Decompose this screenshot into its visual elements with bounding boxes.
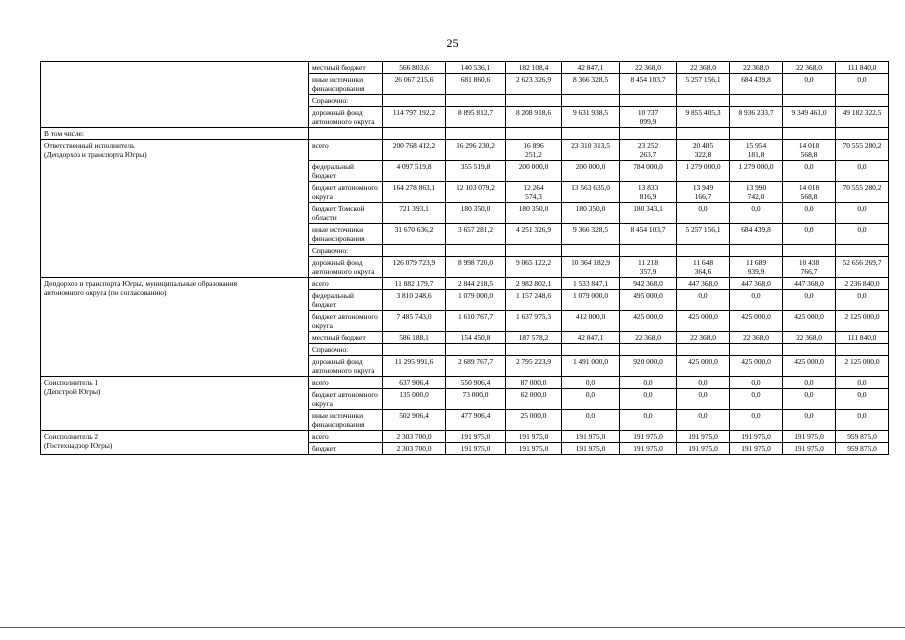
value-cell: 135 000,0 xyxy=(383,389,446,410)
value-cell: 920 000,0 xyxy=(620,356,677,377)
value-cell: 200 768 412,2 xyxy=(383,140,446,161)
value-cell xyxy=(620,95,677,107)
row-group-title: Депдорхоз и транспорта Югры, муниципальные образования автономного округа (по согласованию) xyxy=(41,278,309,377)
value-cell: 1 279 000,0 xyxy=(677,161,730,182)
value-cell xyxy=(783,128,836,140)
value-cell: 721 393,1 xyxy=(383,203,446,224)
value-cell: 8 366 328,5 xyxy=(562,74,620,95)
value-cell xyxy=(506,95,562,107)
value-cell: 502 906,4 xyxy=(383,410,446,431)
funding-source-label: бюджет автономного округа xyxy=(309,389,383,410)
funding-source-label: местный бюджет xyxy=(309,62,383,74)
value-cell: 2 125 000,0 xyxy=(836,311,889,332)
value-cell: 11 648 364,6 xyxy=(677,257,730,278)
value-cell: 0,0 xyxy=(620,389,677,410)
value-cell: 0,0 xyxy=(836,290,889,311)
value-cell xyxy=(783,245,836,257)
row-group-title: Ответственный исполнитель (Депдорхоз и транспорта Югры) xyxy=(41,140,309,278)
row-group-title: Соисполнитель 2 (Гостехнадзор Югры) xyxy=(41,431,309,455)
value-cell xyxy=(506,344,562,356)
value-cell: 22 368,0 xyxy=(677,62,730,74)
value-cell xyxy=(620,344,677,356)
value-cell: 11 882 179,7 xyxy=(383,278,446,290)
value-cell: 0,0 xyxy=(783,377,836,389)
value-cell: 191 975,0 xyxy=(730,443,783,455)
value-cell: 191 975,0 xyxy=(506,443,562,455)
value-cell: 31 670 636,2 xyxy=(383,224,446,245)
value-cell: 0,0 xyxy=(836,224,889,245)
value-cell: 9 631 938,5 xyxy=(562,107,620,128)
funding-source-label xyxy=(309,128,383,140)
value-cell: 0,0 xyxy=(730,410,783,431)
funding-source-label: бюджет xyxy=(309,443,383,455)
value-cell: 164 278 863,1 xyxy=(383,182,446,203)
value-cell: 22 368,0 xyxy=(620,332,677,344)
value-cell: 49 182 322,5 xyxy=(836,107,889,128)
value-cell: 425 000,0 xyxy=(783,311,836,332)
funding-source-label: иные источники финансирования xyxy=(309,74,383,95)
value-cell: 8 454 103,7 xyxy=(620,74,677,95)
value-cell: 586 188,1 xyxy=(383,332,446,344)
value-cell: 10 438 766,7 xyxy=(783,257,836,278)
value-cell: 25 000,0 xyxy=(506,410,562,431)
value-cell: 73 000,0 xyxy=(446,389,506,410)
table-row xyxy=(41,128,889,140)
value-cell xyxy=(446,344,506,356)
value-cell: 70 555 280,2 xyxy=(836,182,889,203)
value-cell: 11 295 991,6 xyxy=(383,356,446,377)
value-cell xyxy=(730,128,783,140)
value-cell xyxy=(677,95,730,107)
funding-source-label: дорожный фонд автономного округа xyxy=(309,356,383,377)
value-cell: 425 000,0 xyxy=(783,356,836,377)
value-cell: 22 368,0 xyxy=(677,332,730,344)
row-group-title xyxy=(41,62,309,128)
value-cell: 2 795 223,9 xyxy=(506,356,562,377)
value-cell xyxy=(677,344,730,356)
value-cell: 550 906,4 xyxy=(446,377,506,389)
value-cell: 0,0 xyxy=(677,410,730,431)
value-cell: 0,0 xyxy=(783,74,836,95)
table-row xyxy=(41,377,889,389)
page-number: 25 xyxy=(446,36,459,50)
value-cell: 425 000,0 xyxy=(620,311,677,332)
value-cell: 87 000,0 xyxy=(506,377,562,389)
value-cell: 14 018 568,8 xyxy=(783,140,836,161)
value-cell: 5 257 156,1 xyxy=(677,74,730,95)
value-cell: 2 303 700,0 xyxy=(383,431,446,443)
value-cell: 0,0 xyxy=(783,290,836,311)
value-cell: 684 439,8 xyxy=(730,224,783,245)
value-cell xyxy=(783,95,836,107)
value-cell: 0,0 xyxy=(836,161,889,182)
value-cell: 0,0 xyxy=(836,377,889,389)
value-cell xyxy=(562,128,620,140)
value-cell xyxy=(836,344,889,356)
value-cell: 0,0 xyxy=(677,203,730,224)
value-cell: 425 000,0 xyxy=(730,311,783,332)
value-cell: 140 536,1 xyxy=(446,62,506,74)
value-cell: 447 368,0 xyxy=(677,278,730,290)
value-cell: 0,0 xyxy=(836,74,889,95)
value-cell: 22 368,0 xyxy=(730,332,783,344)
value-cell: 0,0 xyxy=(730,290,783,311)
value-cell: 495 000,0 xyxy=(620,290,677,311)
value-cell: 10 364 182,9 xyxy=(562,257,620,278)
value-cell: 62 000,0 xyxy=(506,389,562,410)
row-group-title: Соисполнитель 1 (Депстрой Югры) xyxy=(41,377,309,431)
value-cell xyxy=(383,128,446,140)
value-cell: 13 833 816,9 xyxy=(620,182,677,203)
value-cell: 0,0 xyxy=(730,377,783,389)
value-cell: 111 840,0 xyxy=(836,62,889,74)
value-cell: 180 350,0 xyxy=(446,203,506,224)
value-cell xyxy=(677,128,730,140)
value-cell: 0,0 xyxy=(783,410,836,431)
value-cell: 0,0 xyxy=(620,377,677,389)
value-cell: 2 982 802,1 xyxy=(506,278,562,290)
value-cell: 1 637 975,3 xyxy=(506,311,562,332)
value-cell: 0,0 xyxy=(677,389,730,410)
funding-source-label: всего xyxy=(309,140,383,161)
value-cell: 1 533 847,1 xyxy=(562,278,620,290)
value-cell: 2 623 326,9 xyxy=(506,74,562,95)
value-cell: 14 018 568,8 xyxy=(783,182,836,203)
value-cell xyxy=(506,128,562,140)
value-cell: 8 936 233,7 xyxy=(730,107,783,128)
value-cell: 8 895 812,7 xyxy=(446,107,506,128)
value-cell: 412 000,0 xyxy=(562,311,620,332)
value-cell: 4 097 519,8 xyxy=(383,161,446,182)
value-cell: 0,0 xyxy=(677,377,730,389)
value-cell: 42 847,1 xyxy=(562,62,620,74)
value-cell: 15 954 181,8 xyxy=(730,140,783,161)
value-cell: 180 343,1 xyxy=(620,203,677,224)
funding-source-label: Справочно: xyxy=(309,344,383,356)
value-cell xyxy=(783,344,836,356)
value-cell: 0,0 xyxy=(836,389,889,410)
funding-source-label: Справочно: xyxy=(309,95,383,107)
value-cell: 0,0 xyxy=(783,203,836,224)
funding-source-label: дорожный фонд автономного округа xyxy=(309,257,383,278)
value-cell xyxy=(730,344,783,356)
value-cell: 8 454 103,7 xyxy=(620,224,677,245)
table-row xyxy=(41,62,889,74)
funding-source-label: федеральный бюджет xyxy=(309,290,383,311)
value-cell: 191 975,0 xyxy=(562,443,620,455)
value-cell: 191 975,0 xyxy=(730,431,783,443)
value-cell: 447 368,0 xyxy=(730,278,783,290)
value-cell: 191 975,0 xyxy=(446,431,506,443)
value-cell: 0,0 xyxy=(783,161,836,182)
value-cell xyxy=(620,245,677,257)
value-cell: 566 803,6 xyxy=(383,62,446,74)
value-cell: 7 485 743,0 xyxy=(383,311,446,332)
value-cell: 13 949 166,7 xyxy=(677,182,730,203)
value-cell xyxy=(383,95,446,107)
value-cell: 2 303 700,0 xyxy=(383,443,446,455)
value-cell: 681 860,6 xyxy=(446,74,506,95)
value-cell: 11 689 939,9 xyxy=(730,257,783,278)
funding-source-label: всего xyxy=(309,278,383,290)
funding-source-label: иные источники финансирования xyxy=(309,224,383,245)
value-cell: 3 657 281,2 xyxy=(446,224,506,245)
value-cell: 4 251 326,9 xyxy=(506,224,562,245)
funding-source-label: федеральный бюджет xyxy=(309,161,383,182)
value-cell: 182 108,4 xyxy=(506,62,562,74)
value-cell xyxy=(383,245,446,257)
value-cell xyxy=(562,245,620,257)
value-cell: 22 368,0 xyxy=(730,62,783,74)
value-cell: 0,0 xyxy=(783,389,836,410)
value-cell xyxy=(446,245,506,257)
value-cell: 191 975,0 xyxy=(677,443,730,455)
value-cell: 8 208 918,6 xyxy=(506,107,562,128)
value-cell: 10 737 099,9 xyxy=(620,107,677,128)
financing-table xyxy=(40,61,889,455)
value-cell xyxy=(446,128,506,140)
value-cell: 2 844 218,5 xyxy=(446,278,506,290)
value-cell: 684 439,8 xyxy=(730,74,783,95)
value-cell: 5 257 156,1 xyxy=(677,224,730,245)
funding-source-label: бюджет автономного округа xyxy=(309,182,383,203)
table-row xyxy=(41,431,889,443)
funding-source-label: всего xyxy=(309,377,383,389)
value-cell xyxy=(677,245,730,257)
table-row xyxy=(41,140,889,161)
value-cell: 1 610 767,7 xyxy=(446,311,506,332)
value-cell: 52 656 269,7 xyxy=(836,257,889,278)
value-cell: 13 563 635,0 xyxy=(562,182,620,203)
value-cell: 191 975,0 xyxy=(620,443,677,455)
value-cell: 191 975,0 xyxy=(620,431,677,443)
value-cell: 1 079 000,0 xyxy=(562,290,620,311)
value-cell: 12 264 574,3 xyxy=(506,182,562,203)
value-cell: 191 975,0 xyxy=(506,431,562,443)
value-cell: 2 236 840,0 xyxy=(836,278,889,290)
value-cell: 0,0 xyxy=(677,290,730,311)
value-cell: 180 350,0 xyxy=(562,203,620,224)
value-cell: 0,0 xyxy=(562,410,620,431)
value-cell: 70 555 280,2 xyxy=(836,140,889,161)
value-cell xyxy=(446,95,506,107)
page-bottom-line xyxy=(0,627,905,628)
value-cell xyxy=(562,344,620,356)
value-cell: 26 067 215,6 xyxy=(383,74,446,95)
value-cell: 784 000,0 xyxy=(620,161,677,182)
value-cell: 191 975,0 xyxy=(783,443,836,455)
value-cell: 1 491 000,0 xyxy=(562,356,620,377)
value-cell: 9 855 405,3 xyxy=(677,107,730,128)
value-cell: 200 000,0 xyxy=(506,161,562,182)
value-cell: 42 847,1 xyxy=(562,332,620,344)
value-cell: 22 368,0 xyxy=(783,332,836,344)
value-cell: 477 906,4 xyxy=(446,410,506,431)
table-row xyxy=(41,278,889,290)
value-cell: 1 279 000,0 xyxy=(730,161,783,182)
value-cell: 0,0 xyxy=(562,389,620,410)
funding-source-label: бюджет Томской области xyxy=(309,203,383,224)
value-cell: 8 998 720,0 xyxy=(446,257,506,278)
value-cell: 191 975,0 xyxy=(783,431,836,443)
value-cell: 191 975,0 xyxy=(562,431,620,443)
value-cell: 447 368,0 xyxy=(783,278,836,290)
value-cell: 11 218 357,9 xyxy=(620,257,677,278)
value-cell: 23 310 313,5 xyxy=(562,140,620,161)
value-cell: 22 368,0 xyxy=(783,62,836,74)
value-cell: 959 875,0 xyxy=(836,431,889,443)
value-cell: 959 875,0 xyxy=(836,443,889,455)
value-cell: 0,0 xyxy=(730,389,783,410)
row-group-title: В том числе: xyxy=(41,128,309,140)
value-cell: 942 368,0 xyxy=(620,278,677,290)
value-cell: 9 065 122,2 xyxy=(506,257,562,278)
value-cell: 0,0 xyxy=(783,224,836,245)
value-cell: 180 350,0 xyxy=(506,203,562,224)
value-cell: 425 000,0 xyxy=(730,356,783,377)
value-cell: 425 000,0 xyxy=(677,311,730,332)
value-cell: 425 000,0 xyxy=(677,356,730,377)
value-cell xyxy=(506,245,562,257)
value-cell xyxy=(730,95,783,107)
value-cell: 0,0 xyxy=(836,203,889,224)
value-cell: 16 296 230,2 xyxy=(446,140,506,161)
value-cell: 20 485 322,8 xyxy=(677,140,730,161)
funding-source-label: бюджет автономного округа xyxy=(309,311,383,332)
value-cell: 13 990 742,0 xyxy=(730,182,783,203)
funding-source-label: дорожный фонд автономного округа xyxy=(309,107,383,128)
value-cell xyxy=(836,245,889,257)
value-cell: 3 810 248,6 xyxy=(383,290,446,311)
value-cell: 0,0 xyxy=(620,410,677,431)
funding-source-label: Справочно: xyxy=(309,245,383,257)
value-cell: 1 157 248,6 xyxy=(506,290,562,311)
value-cell: 126 079 723,9 xyxy=(383,257,446,278)
value-cell: 0,0 xyxy=(562,377,620,389)
funding-source-label: иные источники финансирования xyxy=(309,410,383,431)
value-cell: 9 366 328,5 xyxy=(562,224,620,245)
funding-source-label: всего xyxy=(309,431,383,443)
value-cell xyxy=(562,95,620,107)
value-cell xyxy=(620,128,677,140)
value-cell: 1 079 000,0 xyxy=(446,290,506,311)
value-cell: 0,0 xyxy=(730,203,783,224)
value-cell: 200 000,0 xyxy=(562,161,620,182)
value-cell: 111 840,0 xyxy=(836,332,889,344)
value-cell: 23 252 263,7 xyxy=(620,140,677,161)
value-cell: 22 368,0 xyxy=(620,62,677,74)
value-cell: 16 896 251,2 xyxy=(506,140,562,161)
value-cell xyxy=(383,344,446,356)
value-cell: 355 519,8 xyxy=(446,161,506,182)
value-cell: 154 450,8 xyxy=(446,332,506,344)
value-cell xyxy=(836,95,889,107)
value-cell: 12 103 079,2 xyxy=(446,182,506,203)
value-cell: 637 906,4 xyxy=(383,377,446,389)
value-cell: 2 125 000,0 xyxy=(836,356,889,377)
value-cell: 114 797 192,2 xyxy=(383,107,446,128)
value-cell xyxy=(730,245,783,257)
value-cell: 187 578,2 xyxy=(506,332,562,344)
value-cell: 2 689 767,7 xyxy=(446,356,506,377)
value-cell xyxy=(836,128,889,140)
value-cell: 9 349 461,0 xyxy=(783,107,836,128)
value-cell: 191 975,0 xyxy=(677,431,730,443)
value-cell: 191 975,0 xyxy=(446,443,506,455)
value-cell: 0,0 xyxy=(836,410,889,431)
funding-source-label: местный бюджет xyxy=(309,332,383,344)
